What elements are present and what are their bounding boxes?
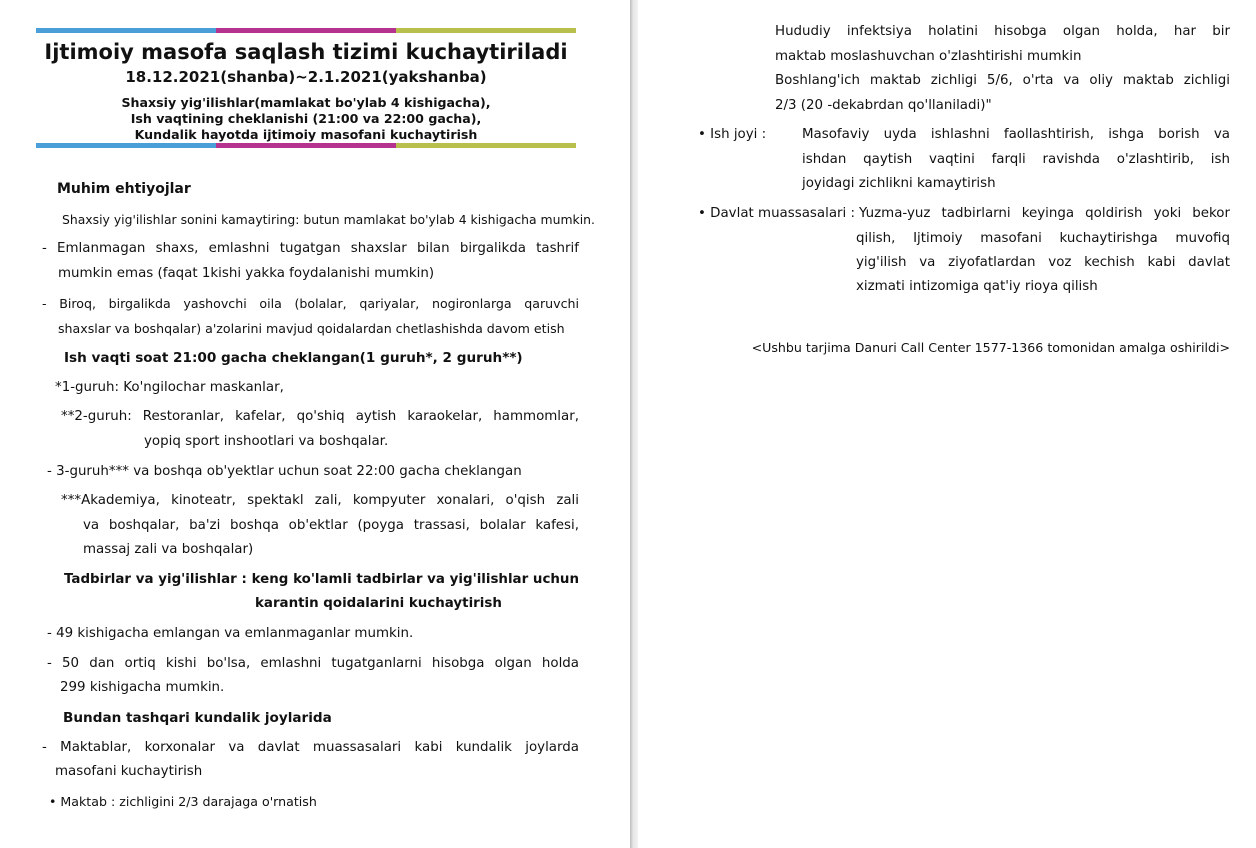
school-detail-line-4: 2/3 (20 -dekabrdan qo'llaniladi)" <box>775 98 992 113</box>
events-bullet-2-line-2: 299 kishigacha mumkin. <box>60 680 225 695</box>
workplace-line-2: ishdan qaytish vaqtini farqli ravishda o'zlashtirib, ish <box>802 152 1230 167</box>
group-2-line-1: **2-guruh: Restoranlar, kafelar, qo'shiq aytish karaokelar, hammomlar, <box>61 409 579 424</box>
government-line-4: xizmati intizomiga qat'iy rioya qilish <box>856 279 1098 294</box>
needs-intro: Shaxsiy yig'ilishlar sonini kamaytiring: butun mamlakat bo'ylab 4 kishigacha mumkin. <box>62 212 595 227</box>
document-title: Ijtimoiy masofa saqlash tizimi kuchaytiriladi <box>44 40 568 64</box>
section-heading-hours: Ish vaqti soat 21:00 gacha cheklangan(1 guruh*, 2 guruh**) <box>64 350 523 366</box>
color-segment-magenta <box>216 28 396 33</box>
group-3-detail-line-1: ***Akademiya, kinoteatr, spektakl zali, kompyuter xonalari, o'qish zali <box>61 493 579 508</box>
color-segment-blue <box>36 143 216 148</box>
needs-bullet-2-line-1: - Biroq, birgalikda yashovchi oila (bolalar, qariyalar, nogironlarga qaruvchi <box>42 296 579 311</box>
government-label: • Davlat muassasalari : <box>698 206 856 221</box>
group-1: *1-guruh: Ko'ngilochar maskanlar, <box>55 380 284 395</box>
school-bullet: • Maktab : zichligini 2/3 darajaga o'rnatish <box>49 794 317 809</box>
translation-footer: <Ushbu tarjima Danuri Call Center 1577-1366 tomonidan amalga oshirildi> <box>751 340 1230 355</box>
school-detail-line-1: Hududiy infektsiya holatini hisobga olgan holda, har bir <box>775 24 1230 39</box>
section-heading-needs: Muhim ehtiyojlar <box>57 181 191 197</box>
color-segment-magenta <box>216 143 396 148</box>
workplace-line-3: joyidagi zichlikni kamaytirish <box>802 176 996 191</box>
subtitle-line-1: Shaxsiy yig'ilishlar(mamlakat bo'ylab 4 kishigacha), <box>121 95 491 110</box>
subtitle-line-3: Kundalik hayotda ijtimoiy masofani kuchaytirish <box>134 127 478 142</box>
section-heading-events-line-2: karantin qoidalarini kuchaytirish <box>255 596 502 611</box>
workplace-label: • Ish joyi : <box>698 127 767 142</box>
government-line-1: Yuzma-yuz tadbirlarni keyinga qoldirish yoki bekor <box>859 206 1230 221</box>
government-line-2: qilish, Ijtimoiy masofani kuchaytirishga muvofiq <box>856 231 1230 246</box>
color-segment-olive <box>396 143 576 148</box>
header-color-bar-top <box>36 28 576 33</box>
events-bullet-1: - 49 kishigacha emlangan va emlanmaganlar mumkin. <box>47 626 414 641</box>
section-heading-events-line-1: Tadbirlar va yig'ilishlar : keng ko'lamli tadbirlar va yig'ilishlar uchun <box>64 572 579 587</box>
section-heading-daily: Bundan tashqari kundalik joylarida <box>63 710 332 726</box>
events-bullet-2-line-1: - 50 dan ortiq kishi bo'lsa, emlashni tugatganlarni hisobga olgan holda <box>47 656 579 671</box>
document-page-right <box>638 0 1256 848</box>
school-detail-line-3: Boshlang'ich maktab zichligi 5/6, o'rta va oliy maktab zichligi <box>775 73 1230 88</box>
group-2-line-2: yopiq sport inshootlari va boshqalar. <box>144 434 389 449</box>
color-segment-blue <box>36 28 216 33</box>
government-line-3: yig'ilish va ziyofatlardan voz kechish kabi davlat <box>856 255 1230 270</box>
daily-bullet-1-line-2: masofani kuchaytirish <box>55 764 203 779</box>
group-3: - 3-guruh*** va boshqa ob'yektlar uchun soat 22:00 gacha cheklangan <box>47 464 522 479</box>
group-3-detail-line-2: va boshqalar, ba'zi boshqa ob'ektlar (poyga trassasi, bolalar kafesi, <box>83 518 579 533</box>
school-detail-line-2: maktab moslashuvchan o'zlashtirishi mumkin <box>775 49 1082 64</box>
header-color-bar-bottom <box>36 143 576 148</box>
workplace-line-1: Masofaviy uyda ishlashni faollashtirish, ishga borish va <box>802 127 1230 142</box>
needs-bullet-1-line-2: mumkin emas (faqat 1kishi yakka foydalanishi mumkin) <box>58 266 435 281</box>
subtitle-line-2: Ish vaqtining cheklanishi (21:00 va 22:00 gacha), <box>130 111 482 126</box>
needs-bullet-1-line-1: - Emlanmagan shaxs, emlashni tugatgan shaxslar bilan birgalikda tashrif <box>42 241 579 256</box>
color-segment-olive <box>396 28 576 33</box>
daily-bullet-1-line-1: - Maktablar, korxonalar va davlat muassasalari kabi kundalik joylarda <box>42 740 579 755</box>
date-range: 18.12.2021(shanba)~2.1.2021(yakshanba) <box>125 68 487 86</box>
needs-bullet-2-line-2: shaxslar va boshqalar) a'zolarini mavjud qoidalardan chetlashishda davom etish <box>58 321 565 336</box>
page-gutter <box>630 0 638 848</box>
group-3-detail-line-3: massaj zali va boshqalar) <box>83 542 254 557</box>
